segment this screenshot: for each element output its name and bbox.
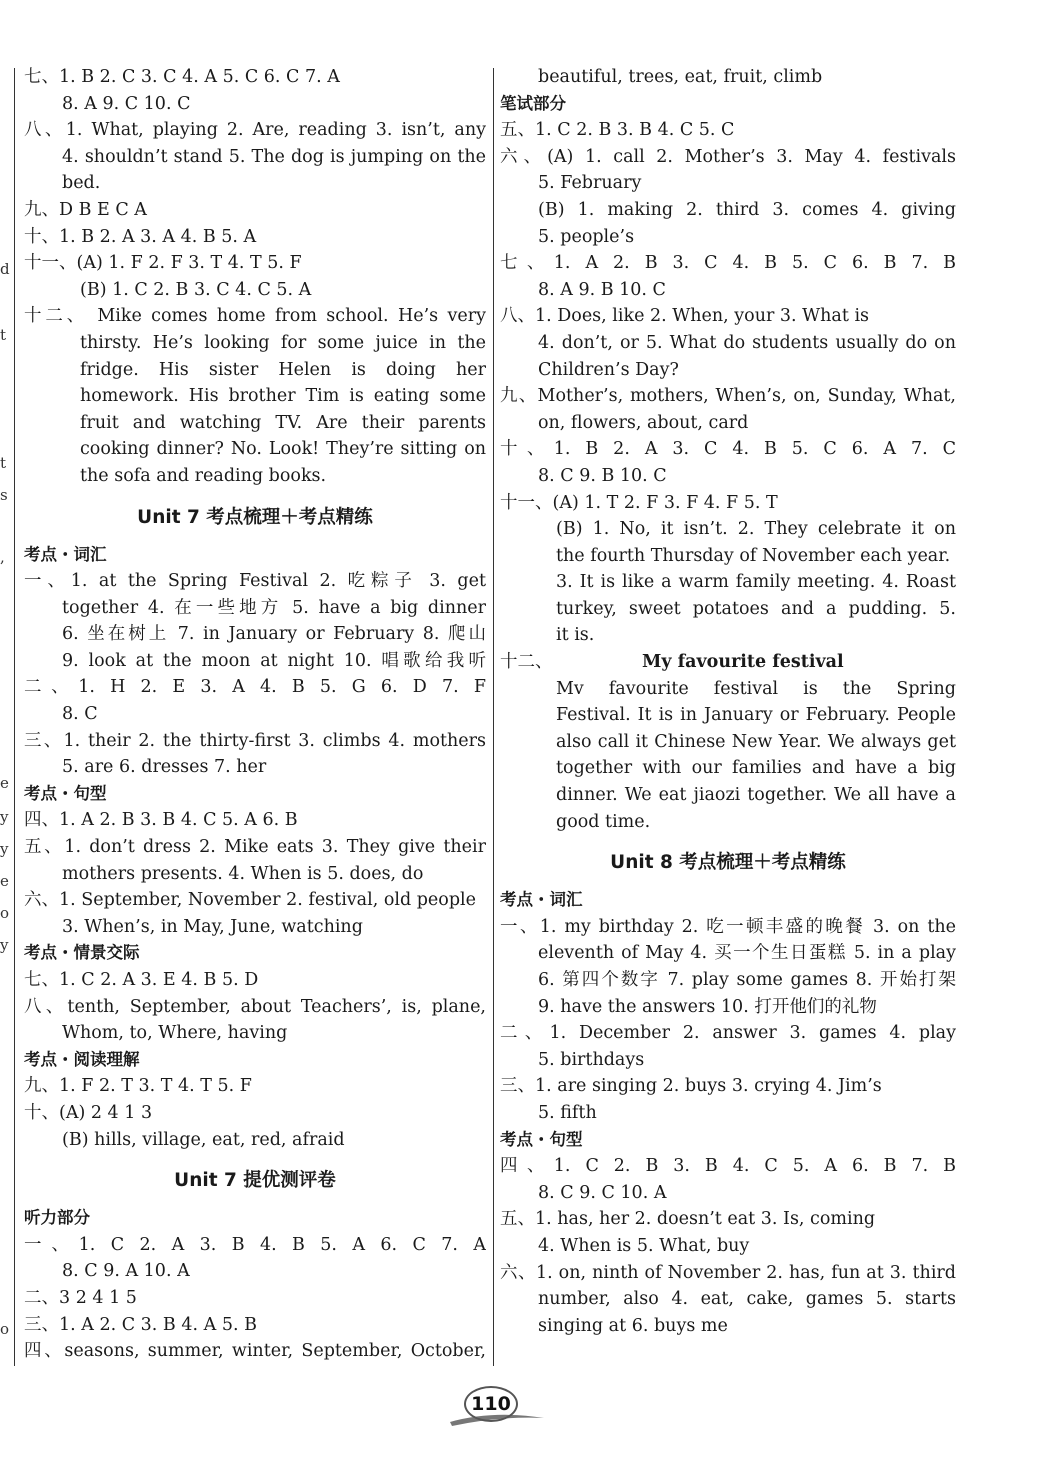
answer-line: (B) hills, village, eat, red, afraid <box>62 1129 345 1150</box>
section-label: 考点・情景交际 <box>24 943 140 963</box>
answer-line: 4. When is 5. What, buy <box>538 1235 750 1256</box>
answer-line: 4. shouldn’t stand 5. The dog is jumping on the <box>62 146 486 167</box>
answer-line: 二、3 2 4 1 5 <box>24 1287 137 1308</box>
answer-line: thirsty. He’s looking for some juice in the <box>80 332 486 353</box>
answer-line: 三、1. their 2. the thirty-first 3. climbs 4. mothers <box>24 730 486 751</box>
answer-line: 5. birthdays <box>538 1049 645 1070</box>
answer-line: 一、1. C 2. A 3. B 4. B 5. A 6. C 7. A <box>24 1234 486 1255</box>
answer-line: 5. fifth <box>538 1102 597 1123</box>
section-heading: Unit 7 提优测评卷 <box>174 1170 336 1192</box>
answer-line: 5. February <box>538 173 642 194</box>
answer-line: mothers presents. 4. When is 5. does, do <box>62 863 424 884</box>
section-label: 笔试部分 <box>500 93 566 113</box>
answer-line: the sofa and reading books. <box>80 465 327 486</box>
answer-line: 五、1. don’t dress 2. Mike eats 3. They give their <box>24 837 486 858</box>
right-column <box>500 64 956 1339</box>
answer-line: 4. don’t, or 5. What do students usually do on <box>538 332 956 353</box>
answer-line: on, flowers, about, card <box>538 412 749 433</box>
essay-title: My favourite festival <box>642 652 844 673</box>
answer-line: 十、(A) 2 4 1 3 <box>24 1102 153 1123</box>
answer-line: Children’s Day? <box>538 359 679 380</box>
answer-line: Whom, to, Where, having <box>62 1023 288 1044</box>
answer-line: turkey, sweet potatoes and a pudding. 5. <box>556 598 956 619</box>
answer-line: 六、1. September, November 2. festival, old people <box>24 890 476 911</box>
answer-line: the fourth Thursday of November each year. <box>556 545 951 566</box>
answer-line: 十、1. B 2. A 3. A 4. B 5. A <box>24 226 257 247</box>
answer-line: 四、1. C 2. B 3. B 4. C 5. A 6. B 7. B <box>500 1156 956 1177</box>
edge-fragment: , <box>0 548 5 566</box>
answer-line: (B) 1. No, it isn’t. 2. They celebrate it on <box>556 519 956 540</box>
section-label: 考点・句型 <box>24 783 107 803</box>
answer-line: fridge. His sister Helen is doing her <box>80 359 486 380</box>
answer-line: together 4. 在一些地方 5. have a big dinner <box>62 597 486 618</box>
answer-line: beautiful, trees, eat, fruit, climb <box>538 67 823 87</box>
edge-fragment: y <box>0 808 9 826</box>
answer-line: 四、seasons, summer, winter, September, October, <box>24 1341 486 1362</box>
edge-fragment: y <box>0 840 9 858</box>
edge-fragment: s <box>0 486 8 504</box>
answer-line: 九、Mother’s, mothers, When’s, on, Sunday, What, <box>500 386 956 407</box>
answer-line: 9. look at the moon at night 10. 唱歌给我听 <box>62 650 486 671</box>
edge-fragment: t <box>0 326 7 344</box>
answer-line: 5. are 6. dresses 7. her <box>62 757 267 778</box>
section-label: 考点・句型 <box>500 1129 583 1149</box>
section-label: 考点・词汇 <box>500 890 583 910</box>
answer-line: 九、D B E C A <box>24 199 147 220</box>
answer-line: homework. His brother Tim is eating some <box>80 386 486 407</box>
section-label: 听力部分 <box>24 1208 90 1228</box>
answer-line: Mv favourite festival is the Spring <box>556 678 956 699</box>
answer-line: 三、1. are singing 2. buys 3. crying 4. Jim’s <box>500 1076 882 1097</box>
answer-line: 五、1. has, her 2. doesn’t eat 3. Is, coming <box>500 1209 876 1230</box>
answer-line: 六、1. on, ninth of November 2. has, fun at 3. third <box>500 1262 956 1283</box>
answer-line: 三、1. A 2. C 3. B 4. A 5. B <box>24 1314 257 1335</box>
answer-line: 八、1. Does, like 2. When, your 3. What is <box>500 306 870 327</box>
answer-line: 8. C 9. C 10. A <box>538 1182 667 1203</box>
answer-line: 十二、 My favourite festival <box>500 649 956 676</box>
section-label: 考点・阅读理解 <box>24 1049 140 1069</box>
answer-line: 5. people’s <box>538 226 635 247</box>
answer-line: 一、1. at the Spring Festival 2. 吃粽子 3. get <box>24 571 486 592</box>
answer-line: 八、tenth, September, about Teachers’, is, plane, <box>24 996 486 1017</box>
edge-fragment: o <box>0 1320 10 1338</box>
answer-line: 十二、 Mike comes home from school. He’s very <box>24 306 486 327</box>
answer-line: 二、1. H 2. E 3. A 4. B 5. G 6. D 7. F <box>24 677 486 698</box>
section-label: 考点・词汇 <box>24 544 107 564</box>
edge-fragment: e <box>0 774 9 792</box>
answer-line: 七、1. C 2. A 3. E 4. B 5. D <box>24 970 259 990</box>
answer-line: Festival. It is in January or February. People <box>556 705 956 726</box>
answer-line: 八、1. What, playing 2. Are, reading 3. isn’t, any <box>24 120 486 141</box>
answer-line: 6. 第四个数字 7. play some games 8. 开始打架 <box>538 970 956 990</box>
answer-line: 十、1. B 2. A 3. C 4. B 5. C 6. A 7. C <box>500 439 956 460</box>
answer-line: eleventh of May 4. 买一个生日蛋糕 5. in a play <box>538 943 956 964</box>
edge-fragment: t <box>0 454 7 472</box>
answer-line: 6. 坐在树上 7. in January or February 8. 爬山 <box>62 624 486 645</box>
answer-line: 8. C 9. A 10. A <box>62 1261 190 1282</box>
answer-line: 十一、(A) 1. F 2. F 3. T 4. T 5. F <box>24 253 302 274</box>
answer-line: also call it Chinese New Year. We always get <box>556 731 956 752</box>
answer-line: 9. have the answers 10. 打开他们的礼物 <box>538 996 877 1017</box>
answer-line: 8. A 9. C 10. C <box>62 93 191 114</box>
answer-line: 七、1. A 2. B 3. C 4. B 5. C 6. B 7. B <box>500 253 956 274</box>
page-number-badge <box>448 1384 548 1436</box>
answer-line: 8. A 9. B 10. C <box>538 279 666 300</box>
section-heading: Unit 7 考点梳理＋考点精练 <box>137 506 373 528</box>
answer-line: together with our families and have a big <box>556 758 956 779</box>
answer-line: 七、1. B 2. C 3. C 4. A 5. C 6. C 7. A <box>24 67 340 87</box>
left-column <box>24 64 486 1365</box>
answer-line: 四、1. A 2. B 3. B 4. C 5. A 6. B <box>24 810 298 831</box>
answer-line: fruit and watching TV. Are their parents <box>80 412 486 433</box>
edge-fragment: d <box>0 260 10 278</box>
answer-line: (B) 1. C 2. B 3. C 4. C 5. A <box>80 279 312 300</box>
answer-line: 8. C <box>62 704 98 725</box>
column-divider <box>493 68 494 1366</box>
answer-line: bed. <box>62 173 101 194</box>
answer-line: it is. <box>556 625 595 646</box>
answer-line: dinner. We eat jiaozi together. We all have a <box>556 785 956 806</box>
answer-line: 十一、(A) 1. T 2. F 3. F 4. F 5. T <box>500 492 778 513</box>
section-heading: Unit 8 考点梳理＋考点精练 <box>610 852 846 874</box>
edge-fragment: y <box>0 936 9 954</box>
answer-line: (B) 1. making 2. third 3. comes 4. giving <box>538 199 956 220</box>
answer-line: number, also 4. eat, cake, games 5. starts <box>538 1289 956 1310</box>
answer-line: 五、1. C 2. B 3. B 4. C 5. C <box>500 120 735 141</box>
answer-line: 二、1. December 2. answer 3. games 4. play <box>500 1023 956 1044</box>
page-number: 110 <box>464 1386 518 1422</box>
answer-line: 一、1. my birthday 2. 吃一顿丰盛的晚餐 3. on the <box>500 916 956 937</box>
edge-fragment: e <box>0 872 9 890</box>
answer-line: 六、(A) 1. call 2. Mother’s 3. May 4. festivals <box>500 146 956 167</box>
answer-line: singing at 6. buys me <box>538 1315 728 1336</box>
answer-line: 8. C 9. B 10. C <box>538 465 667 486</box>
answer-line: 3. It is like a warm family meeting. 4. Roast <box>556 572 956 593</box>
left-margin-rule <box>14 68 15 1366</box>
edge-fragment: o <box>0 904 10 922</box>
answer-line: good time. <box>556 811 651 832</box>
answer-line: 九、1. F 2. T 3. T 4. T 5. F <box>24 1076 252 1097</box>
answer-line: cooking dinner? No. Look! They’re sitting on <box>80 439 486 460</box>
answer-line: 3. When’s, in May, June, watching <box>62 916 363 937</box>
